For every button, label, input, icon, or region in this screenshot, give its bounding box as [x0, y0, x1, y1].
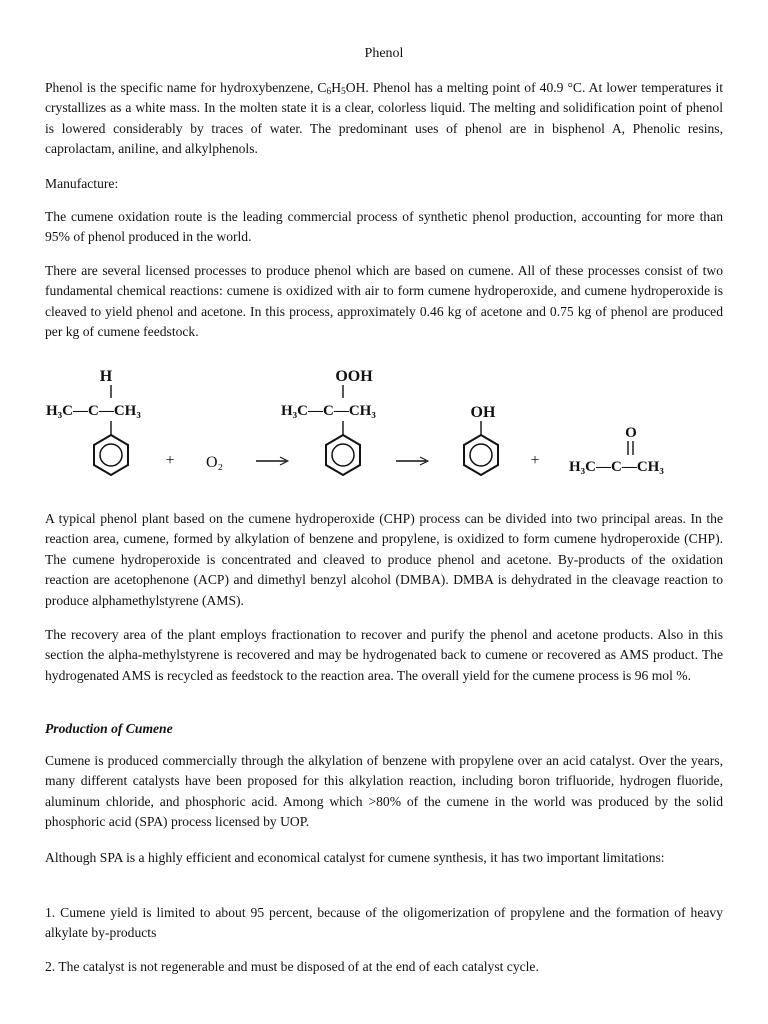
reaction-arrow-1 — [256, 457, 288, 465]
intro-subscript-6: 6 — [326, 87, 332, 97]
section-heading-production-of-cumene: Production of Cumene — [45, 721, 173, 736]
limitation-item-1: 1. Cumene yield is limited to about 95 percent, because of the oligomerization of propylene and the formation of heavy alkylate by-products — [45, 905, 723, 941]
reaction-scheme — [38, 363, 738, 493]
acetone-o-label: O — [625, 425, 637, 441]
cumene-production-paragraph: Cumene is produced commercially through the alkylation of benzene with propylene over an acid catalyst. Over the years, many different catalysts have been proposed for this alkylation reaction, including boron trifluoride, hydrogen fluoride, aluminum chloride, and phosphoric acid. Among which >80% of the cumene in the world was produced by the solid phosphoric acid (SPA) process licensed by UOP. — [45, 753, 723, 830]
spa-paragraph: Although SPA is a highly efficient and economical catalyst for cumene synthesis, it has two important limitations: — [45, 850, 665, 865]
page-title: Phenol — [364, 46, 404, 61]
phenol-structure — [464, 404, 498, 475]
chp-ooh-label: OOH — [335, 368, 373, 385]
cumene-structure — [46, 368, 141, 475]
cumene-route-paragraph: The cumene oxidation route is the leading commercial process of synthetic phenol production, accounting for more than 95% of phenol produced in the world. — [45, 209, 723, 245]
limitation-item-2: 2. The catalyst is not regenerable and must be disposed of at the end of each catalyst cycle. — [45, 959, 539, 974]
plus-sign-2: + — [530, 452, 540, 469]
phenol-oh-label: OH — [470, 404, 496, 421]
cumene-chain-label: H₃C—C—CH₃ — [46, 403, 141, 419]
cumene-hydroperoxide-structure — [281, 368, 376, 475]
cumene-h-label: H — [99, 368, 113, 385]
licensed-processes-paragraph: There are several licensed processes to produce phenol which are based on cumene. All of these processes consist of two fundamental chemical reactions: cumene is oxidized with air to form cumene hydroperoxide, and cumene hydroperoxide is cleaved to yield phenol and acetone. In this process, approximately 0.46 kg of acetone and 0.75 kg of phenol are produced per kg of cumene feedstock. — [45, 263, 723, 340]
reaction-arrow-2 — [396, 457, 428, 465]
intro-text-a: Phenol is the specific name for hydroxybenzene, C — [45, 80, 327, 95]
plus-sign-1: + — [165, 452, 175, 469]
manufacture-label: Manufacture: — [45, 176, 119, 191]
acetone-chain-label: H₃C—C—CH₃ — [569, 459, 664, 475]
intro-paragraph — [45, 78, 723, 160]
intro-subscript-5: 5 — [341, 87, 346, 97]
oxygen-label: O₂ — [206, 454, 224, 471]
acetone-structure — [569, 425, 664, 475]
recovery-paragraph: The recovery area of the plant employs fractionation to recover and purify the phenol and acetone products. Also in this section the alpha-methylstyrene is recovered and may be hydrogenated back to cumene or recovered as AMS product. The hydrogenated AMS is recycled as feedstock to the reaction area. The overall yield for the cumene process is 96 mol %. — [45, 627, 723, 683]
chp-chain-label: H₃C—C—CH₃ — [281, 403, 376, 419]
intro-text-b: OH. Phenol has a melting point of 40.9 °C. At lower temperatures it crystallizes as a white mass. In the molten state it is a clear, colorless liquid. The melting and solidification point of phenol is lowered considerably by traces of water. The predominant uses of phenol are in bisphenol A, Phenolic resins, caprolactam, aniline, and alkylphenols. — [45, 80, 723, 157]
plant-paragraph: A typical phenol plant based on the cumene hydroperoxide (CHP) process can be divided into two principal areas. In the reaction area, cumene, formed by alkylation of benzene and propylene, is oxidized to form cumene hydroperoxide (CHP). The cumene hydroperoxide is concentrated and cleaved to produce phenol and acetone. By-products of the oxidation reaction are acetophenone (ACP) and dimethyl benzyl alcohol (DMBA). DMBA is dehydrated in the cleavage reaction to produce alphamethylstyrene (AMS). — [45, 511, 723, 608]
intro-text-h: H — [331, 80, 342, 95]
